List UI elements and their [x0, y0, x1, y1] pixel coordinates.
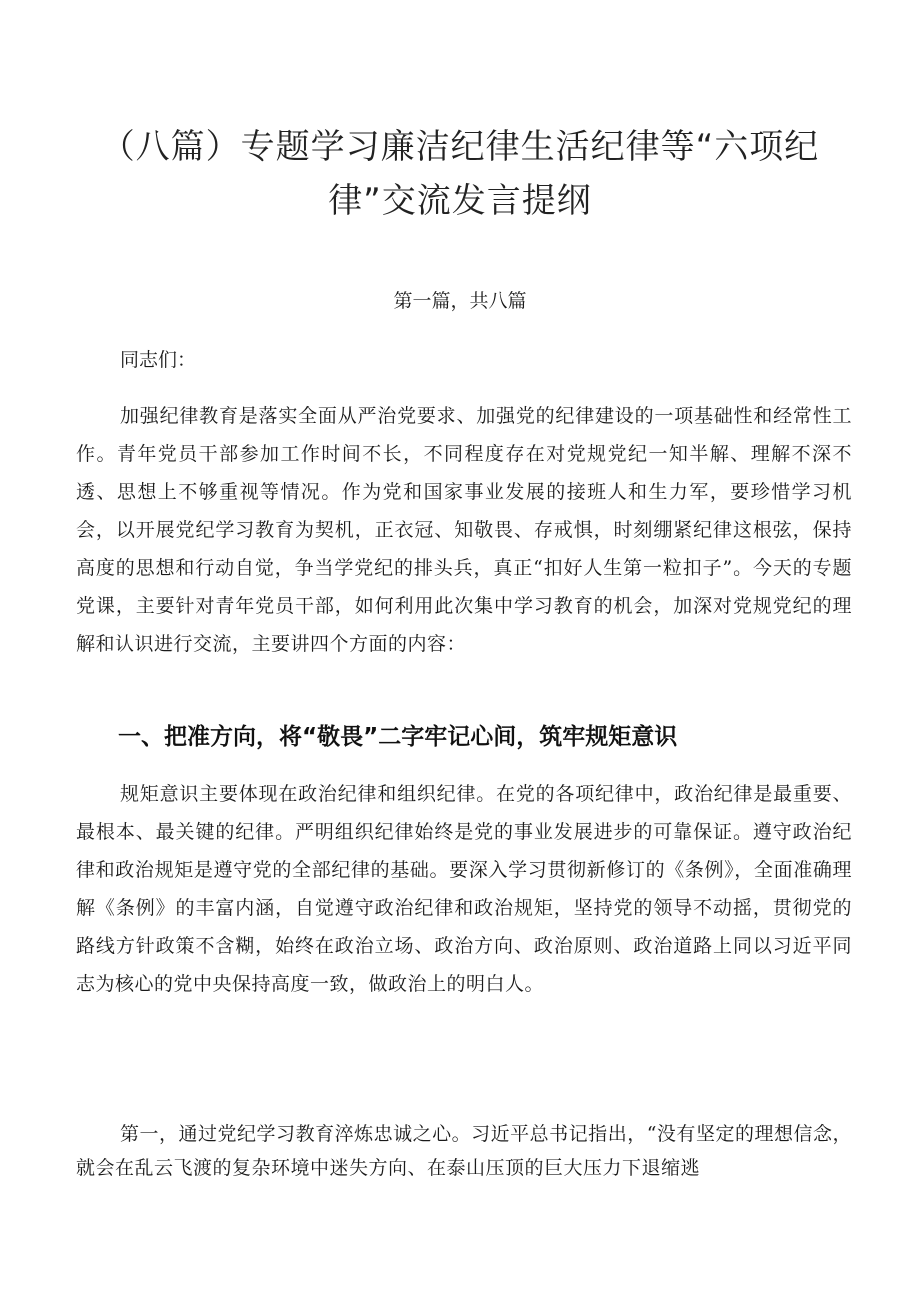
greeting: 同志们： — [120, 349, 197, 371]
paragraph-section-1: 规矩意识主要体现在政治纪律和组织纪律。在党的各项纪律中，政治纪律是最重要、最根本、最关键的纪律。严明组织纪律始终是党的事业发展进步的可靠保证。遵守政治纪律和政治规矩是遵守党的全部纪律的基础。要深入学习贯彻新修订的《条例》，全面准确理解《条例》的丰富内涵，自觉遵守政治纪律和政治规矩，坚持党的领导不动摇，贯彻党的路线方针政策不含糊，始终在政治立场、政治方向、政治原则、政治道路上同以习近平同志为核心的党中央保持高度一致，做政治上的明白人。 — [76, 783, 852, 995]
paragraph-intro: 加强纪律教育是落实全面从严治党要求、加强党的纪律建设的一项基础性和经常性工作。青年党员干部参加工作时间不长，不同程度存在对党规党纪一知半解、理解不深不透、思想上不够重视等情况。作为党和国家事业发展的接班人和生力军，要珍惜学习机会，以开展党纪学习教育为契机，正衣冠、知敬畏、存戒惧，时刻绷紧纪律这根弦，保持高度的思想和行动自觉，争当学党纪的排头兵，真正“扣好人生第一粒扣子”。今天的专题党课，主要针对青年党员干部，如何利用此次集中学习教育的机会，加深对党规党纪的理解和认识进行交流，主要讲四个方面的内容： — [76, 405, 852, 655]
paragraph-first-point: 第一，通过党纪学习教育淬炼忠诚之心。习近平总书记指出，“没有坚定的理想信念，就会在乱云飞渡的复杂环境中迷失方向、在泰山压顶的巨大压力下退缩逃 — [76, 1123, 852, 1179]
document-title: （八篇）专题学习廉洁纪律生活纪律等“六项纪律”交流发言提纲 — [100, 127, 820, 221]
section-heading-1: 一、把准方向，将“敬畏”二字牢记心间，筑牢规矩意识 — [118, 724, 678, 750]
document-subtitle: 第一篇，共八篇 — [393, 290, 527, 312]
